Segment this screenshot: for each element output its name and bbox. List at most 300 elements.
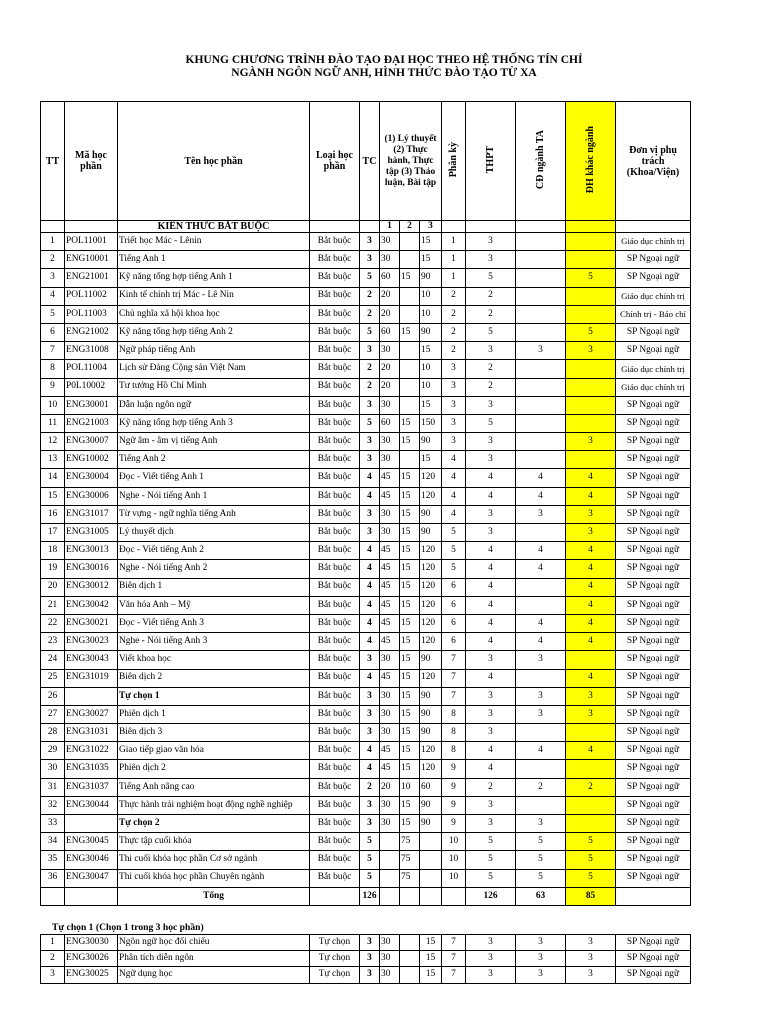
cell-h2: 15 <box>400 487 420 505</box>
table-row <box>41 469 691 487</box>
cell-tc: 3 <box>360 796 380 814</box>
cell-ten: Văn hóa Anh – Mỹ <box>118 596 310 614</box>
cell-loai: Bắt buộc <box>310 760 360 778</box>
cell-pk: 8 <box>442 705 466 723</box>
cell-h3: 90 <box>420 505 442 523</box>
cell-ten: Chủ nghĩa xã hội khoa học <box>118 305 310 323</box>
cell-tc: 4 <box>360 669 380 687</box>
cell-thpt: 4 <box>466 560 516 578</box>
cell-ten: Đọc - Viết tiếng Anh 2 <box>118 542 310 560</box>
cell-h3: 90 <box>420 796 442 814</box>
header-tt: TT <box>41 102 65 221</box>
table-row <box>41 396 691 414</box>
cell-h1: 20 <box>380 378 400 396</box>
cell-tc: 4 <box>360 542 380 560</box>
header-tc: TC <box>360 102 380 221</box>
cell-h3: 10 <box>420 305 442 323</box>
cell-h2: 15 <box>400 669 420 687</box>
cell-loai: Bắt buộc <box>310 505 360 523</box>
cell-tt: 23 <box>41 633 65 651</box>
total-empty-cell <box>41 887 65 905</box>
cell-pk: 10 <box>442 851 466 869</box>
cell-dv: SP Ngoại ngữ <box>616 935 691 951</box>
cell-h3: 15 <box>420 935 442 951</box>
header-ma: Mã học phần <box>65 102 118 221</box>
cell-pk: 6 <box>442 614 466 632</box>
cell-thpt: 4 <box>466 760 516 778</box>
cell-ma: ENG10001 <box>65 251 118 269</box>
cell-ma <box>65 815 118 833</box>
cell-thpt: 3 <box>466 433 516 451</box>
cell-h3: 10 <box>420 360 442 378</box>
cell-tc: 2 <box>360 378 380 396</box>
table-row <box>41 596 691 614</box>
cell-ma: ENG21001 <box>65 269 118 287</box>
cell-ten: Lịch sử Đảng Cộng sản Việt Nam <box>118 360 310 378</box>
cell-h3: 120 <box>420 542 442 560</box>
cell-tt: 2 <box>41 251 65 269</box>
cell-h3: 15 <box>420 233 442 251</box>
cell-cd: 4 <box>516 633 566 651</box>
cell-tc: 2 <box>360 778 380 796</box>
cell-dh: 3 <box>566 342 616 360</box>
cell-h3: 90 <box>420 323 442 341</box>
cell-ten: Lý thuyết dịch <box>118 524 310 542</box>
cell-ten: Biên dịch 1 <box>118 578 310 596</box>
cell-cd <box>516 233 566 251</box>
cell-ten: Giao tiếp giao văn hóa <box>118 742 310 760</box>
cell-dh: 4 <box>566 669 616 687</box>
cell-h2 <box>400 342 420 360</box>
cell-ten: Tiếng Anh 2 <box>118 451 310 469</box>
cell-ma: POL11001 <box>65 233 118 251</box>
total-dh: 85 <box>566 887 616 905</box>
cell-loai: Bắt buộc <box>310 560 360 578</box>
cell-tc: 3 <box>360 342 380 360</box>
cell-ma: ENG31022 <box>65 742 118 760</box>
total-cd: 63 <box>516 887 566 905</box>
cell-ma: ENG31019 <box>65 669 118 687</box>
cell-cd <box>516 669 566 687</box>
cell-ma: ENG31017 <box>65 505 118 523</box>
cell-loai: Bắt buộc <box>310 433 360 451</box>
table-header-row <box>41 102 691 221</box>
cell-tc: 3 <box>360 433 380 451</box>
cell-h1: 30 <box>380 651 400 669</box>
cell-tc: 3 <box>360 233 380 251</box>
cell-tc: 5 <box>360 851 380 869</box>
cell-loai: Bắt buộc <box>310 742 360 760</box>
cell-pk: 3 <box>442 360 466 378</box>
cell-dv: SP Ngoại ngữ <box>616 578 691 596</box>
cell-ma: ENG31037 <box>65 778 118 796</box>
sub-header-1: 1 <box>380 221 400 233</box>
table-row <box>41 778 691 796</box>
cell-loai: Bắt buộc <box>310 796 360 814</box>
cell-dv: SP Ngoại ngữ <box>616 833 691 851</box>
cell-ma: POL11003 <box>65 305 118 323</box>
cell-loai: Tự chọn <box>310 951 360 967</box>
cell-tc: 3 <box>360 651 380 669</box>
header-cd-label: CĐ ngành TA <box>535 129 546 190</box>
cell-dv: SP Ngoại ngữ <box>616 778 691 796</box>
cell-tt: 36 <box>41 869 65 887</box>
cell-pk: 1 <box>442 233 466 251</box>
cell-loai: Bắt buộc <box>310 542 360 560</box>
table-row <box>41 323 691 341</box>
cell-ma: ENG30044 <box>65 796 118 814</box>
cell-pk: 2 <box>442 323 466 341</box>
cell-ma <box>65 687 118 705</box>
cell-ten: Viết khoa học <box>118 651 310 669</box>
cell-h1: 45 <box>380 487 400 505</box>
cell-loai: Tự chọn <box>310 935 360 951</box>
cell-dh <box>566 251 616 269</box>
cell-thpt: 3 <box>466 687 516 705</box>
table-row <box>41 451 691 469</box>
table-row <box>41 414 691 432</box>
cell-h1: 45 <box>380 633 400 651</box>
cell-thpt: 4 <box>466 669 516 687</box>
cell-h1: 30 <box>380 433 400 451</box>
cell-dh <box>566 451 616 469</box>
cell-h2 <box>400 451 420 469</box>
cell-ten: Đọc - Viết tiếng Anh 1 <box>118 469 310 487</box>
elective-1-table <box>40 934 691 984</box>
cell-cd <box>516 269 566 287</box>
cell-loai: Bắt buộc <box>310 705 360 723</box>
cell-ma: ENG30021 <box>65 614 118 632</box>
cell-h1: 60 <box>380 323 400 341</box>
cell-h1: 60 <box>380 269 400 287</box>
cell-cd <box>516 305 566 323</box>
cell-dh: 4 <box>566 742 616 760</box>
cell-h2: 15 <box>400 687 420 705</box>
cell-thpt: 3 <box>466 251 516 269</box>
cell-h2: 15 <box>400 705 420 723</box>
cell-tt: 16 <box>41 505 65 523</box>
cell-thpt: 3 <box>466 815 516 833</box>
cell-tc: 2 <box>360 305 380 323</box>
cell-ma: ENG30016 <box>65 560 118 578</box>
cell-cd <box>516 414 566 432</box>
document-title-line-2: NGÀNH NGÔN NGỮ ANH, HÌNH THỨC ĐÀO TẠO TỪ XA <box>231 67 537 79</box>
cell-pk: 9 <box>442 760 466 778</box>
table-row <box>41 869 691 887</box>
cell-ma: ENG30042 <box>65 596 118 614</box>
cell-tc: 3 <box>360 951 380 967</box>
cell-pk: 7 <box>442 951 466 967</box>
header-thpt-label: THPT <box>485 145 496 174</box>
cell-cd <box>516 578 566 596</box>
cell-loai: Bắt buộc <box>310 233 360 251</box>
cell-tt: 8 <box>41 360 65 378</box>
cell-dh: 5 <box>566 869 616 887</box>
cell-pk: 5 <box>442 542 466 560</box>
cell-h2 <box>400 951 420 967</box>
cell-thpt: 4 <box>466 742 516 760</box>
cell-dv: SP Ngoại ngữ <box>616 724 691 742</box>
cell-thpt: 5 <box>466 269 516 287</box>
cell-h1: 30 <box>380 251 400 269</box>
cell-tt: 14 <box>41 469 65 487</box>
cell-cd: 3 <box>516 935 566 951</box>
cell-tc: 3 <box>360 524 380 542</box>
cell-tc: 3 <box>360 935 380 951</box>
cell-tc: 3 <box>360 967 380 983</box>
cell-pk: 1 <box>442 269 466 287</box>
cell-h2 <box>400 935 420 951</box>
cell-tc: 5 <box>360 323 380 341</box>
cell-loai: Bắt buộc <box>310 851 360 869</box>
cell-ten: Thực hành trải nghiệm hoạt động nghề nghiệp <box>118 796 310 814</box>
cell-ten: Ngôn ngữ học đối chiếu <box>118 935 310 951</box>
cell-dh: 5 <box>566 851 616 869</box>
table-row <box>41 251 691 269</box>
cell-ma: ENG30012 <box>65 578 118 596</box>
cell-h1: 45 <box>380 742 400 760</box>
cell-ten: Dẫn luận ngôn ngữ <box>118 396 310 414</box>
cell-h3: 120 <box>420 669 442 687</box>
cell-ma: ENG31031 <box>65 724 118 742</box>
cell-cd: 3 <box>516 342 566 360</box>
cell-dv: SP Ngoại ngữ <box>616 796 691 814</box>
cell-h2 <box>400 287 420 305</box>
cell-tc: 2 <box>360 287 380 305</box>
cell-cd <box>516 396 566 414</box>
cell-dv: SP Ngoại ngữ <box>616 469 691 487</box>
cell-loai: Bắt buộc <box>310 451 360 469</box>
cell-loai: Bắt buộc <box>310 869 360 887</box>
cell-tt: 20 <box>41 578 65 596</box>
cell-cd: 5 <box>516 833 566 851</box>
cell-dh <box>566 305 616 323</box>
cell-h2: 15 <box>400 524 420 542</box>
cell-tt: 15 <box>41 487 65 505</box>
cell-cd <box>516 524 566 542</box>
cell-tt: 12 <box>41 433 65 451</box>
cell-dh <box>566 724 616 742</box>
cell-dh <box>566 815 616 833</box>
cell-cd: 3 <box>516 687 566 705</box>
sub-header-2: 2 <box>400 221 420 233</box>
cell-pk: 5 <box>442 524 466 542</box>
cell-dh: 4 <box>566 578 616 596</box>
cell-tt: 19 <box>41 560 65 578</box>
cell-ten: Phiên dịch 1 <box>118 705 310 723</box>
cell-h2 <box>400 360 420 378</box>
cell-ma: ENG30027 <box>65 705 118 723</box>
cell-dv: SP Ngoại ngữ <box>616 524 691 542</box>
cell-dh: 5 <box>566 833 616 851</box>
table-row <box>41 742 691 760</box>
table-row <box>41 378 691 396</box>
cell-h1: 30 <box>380 935 400 951</box>
header-phanky <box>442 102 466 221</box>
cell-thpt: 2 <box>466 305 516 323</box>
table-row <box>41 851 691 869</box>
cell-pk: 7 <box>442 669 466 687</box>
cell-ten: Thi cuối khóa học phần Cơ sở ngành <box>118 851 310 869</box>
cell-thpt: 3 <box>466 651 516 669</box>
cell-thpt: 4 <box>466 469 516 487</box>
cell-cd: 2 <box>516 778 566 796</box>
table-row <box>41 614 691 632</box>
cell-dh <box>566 760 616 778</box>
section-label: KIẾN THỨC BẮT BUỘC <box>118 221 310 233</box>
cell-dv: SP Ngoại ngữ <box>616 851 691 869</box>
cell-pk: 9 <box>442 796 466 814</box>
cell-dv: SP Ngoại ngữ <box>616 542 691 560</box>
cell-loai: Bắt buộc <box>310 360 360 378</box>
cell-thpt: 4 <box>466 614 516 632</box>
cell-cd: 4 <box>516 469 566 487</box>
cell-h3: 10 <box>420 378 442 396</box>
cell-pk: 4 <box>442 505 466 523</box>
cell-tc: 4 <box>360 560 380 578</box>
cell-tt: 28 <box>41 724 65 742</box>
cell-dh: 4 <box>566 469 616 487</box>
cell-h3 <box>420 851 442 869</box>
cell-h1: 30 <box>380 815 400 833</box>
cell-h2: 15 <box>400 560 420 578</box>
cell-dh <box>566 796 616 814</box>
cell-h1: 30 <box>380 705 400 723</box>
cell-tt: 30 <box>41 760 65 778</box>
cell-h2 <box>400 396 420 414</box>
cell-h2: 15 <box>400 614 420 632</box>
cell-dv: SP Ngoại ngữ <box>616 451 691 469</box>
cell-h1: 30 <box>380 233 400 251</box>
table-row <box>41 560 691 578</box>
cell-h3: 15 <box>420 342 442 360</box>
table-row <box>41 760 691 778</box>
cell-ma: ENG30007 <box>65 433 118 451</box>
header-dh <box>566 102 616 221</box>
cell-ma: ENG30013 <box>65 542 118 560</box>
cell-h2: 15 <box>400 578 420 596</box>
table-row <box>41 287 691 305</box>
cell-dh: 3 <box>566 524 616 542</box>
cell-tc: 4 <box>360 614 380 632</box>
cell-h1: 30 <box>380 951 400 967</box>
cell-thpt: 3 <box>466 796 516 814</box>
cell-dh <box>566 233 616 251</box>
cell-thpt: 2 <box>466 378 516 396</box>
cell-pk: 4 <box>442 451 466 469</box>
cell-cd: 3 <box>516 505 566 523</box>
table-row <box>41 815 691 833</box>
cell-ten: Nghe - Nói tiếng Anh 2 <box>118 560 310 578</box>
cell-cd: 3 <box>516 967 566 983</box>
cell-ma: ENG10002 <box>65 451 118 469</box>
cell-h1: 45 <box>380 578 400 596</box>
cell-h3: 120 <box>420 578 442 596</box>
cell-dv: SP Ngoại ngữ <box>616 760 691 778</box>
cell-dv: Giáo dục chính trị <box>616 360 691 378</box>
cell-dv: SP Ngoại ngữ <box>616 396 691 414</box>
cell-tc: 4 <box>360 633 380 651</box>
cell-cd <box>516 760 566 778</box>
cell-dh <box>566 396 616 414</box>
cell-ma: ENG30001 <box>65 396 118 414</box>
table-row <box>41 951 691 967</box>
cell-tt: 25 <box>41 669 65 687</box>
cell-ma: ENG31008 <box>65 342 118 360</box>
cell-h3: 120 <box>420 560 442 578</box>
cell-cd <box>516 287 566 305</box>
cell-ma: ENG30045 <box>65 833 118 851</box>
cell-loai: Bắt buộc <box>310 305 360 323</box>
cell-cd: 4 <box>516 487 566 505</box>
cell-thpt: 5 <box>466 414 516 432</box>
cell-thpt: 5 <box>466 851 516 869</box>
cell-cd: 4 <box>516 560 566 578</box>
cell-dv: SP Ngoại ngữ <box>616 251 691 269</box>
total-thpt: 126 <box>466 887 516 905</box>
cell-dv: Chính trị - Báo chí <box>616 305 691 323</box>
cell-pk: 2 <box>442 305 466 323</box>
cell-thpt: 3 <box>466 935 516 951</box>
cell-h3: 120 <box>420 633 442 651</box>
cell-dv: SP Ngoại ngữ <box>616 596 691 614</box>
cell-dh: 3 <box>566 705 616 723</box>
cell-dh: 5 <box>566 323 616 341</box>
cell-cd: 5 <box>516 869 566 887</box>
cell-h3 <box>420 833 442 851</box>
cell-thpt: 3 <box>466 524 516 542</box>
cell-tt: 1 <box>41 233 65 251</box>
cell-dv: SP Ngoại ngữ <box>616 869 691 887</box>
cell-h1: 30 <box>380 396 400 414</box>
cell-dv: SP Ngoại ngữ <box>616 742 691 760</box>
cell-pk: 3 <box>442 433 466 451</box>
cell-thpt: 5 <box>466 833 516 851</box>
cell-h1: 30 <box>380 724 400 742</box>
cell-tt: 4 <box>41 287 65 305</box>
cell-h3: 15 <box>420 251 442 269</box>
cell-dh <box>566 360 616 378</box>
cell-tc: 4 <box>360 596 380 614</box>
table-row <box>41 269 691 287</box>
table-row <box>41 524 691 542</box>
cell-dv: SP Ngoại ngữ <box>616 505 691 523</box>
cell-h3: 90 <box>420 705 442 723</box>
document-title-line-1: KHUNG CHƯƠNG TRÌNH ĐÀO TẠO ĐẠI HỌC THEO HỆ THỐNG TÍN CHỈ <box>185 54 583 66</box>
cell-ten: Nghe - Nói tiếng Anh 3 <box>118 633 310 651</box>
table-row <box>41 724 691 742</box>
cell-tt: 18 <box>41 542 65 560</box>
cell-dv: SP Ngoại ngữ <box>616 433 691 451</box>
cell-h3: 60 <box>420 778 442 796</box>
cell-ten: Biên dịch 2 <box>118 669 310 687</box>
cell-ten: Thi cuối khóa học phần Chuyên ngành <box>118 869 310 887</box>
cell-dh <box>566 651 616 669</box>
cell-ten: Ngữ dụng học <box>118 967 310 983</box>
cell-ma: ENG30004 <box>65 469 118 487</box>
cell-pk: 8 <box>442 742 466 760</box>
cell-h2: 15 <box>400 542 420 560</box>
cell-tt: 6 <box>41 323 65 341</box>
cell-dh <box>566 287 616 305</box>
cell-dv: SP Ngoại ngữ <box>616 414 691 432</box>
cell-ten: Tự chọn 1 <box>118 687 310 705</box>
table-row <box>41 505 691 523</box>
cell-tc: 5 <box>360 869 380 887</box>
total-empty-cell <box>616 887 691 905</box>
cell-tt: 34 <box>41 833 65 851</box>
cell-loai: Bắt buộc <box>310 323 360 341</box>
